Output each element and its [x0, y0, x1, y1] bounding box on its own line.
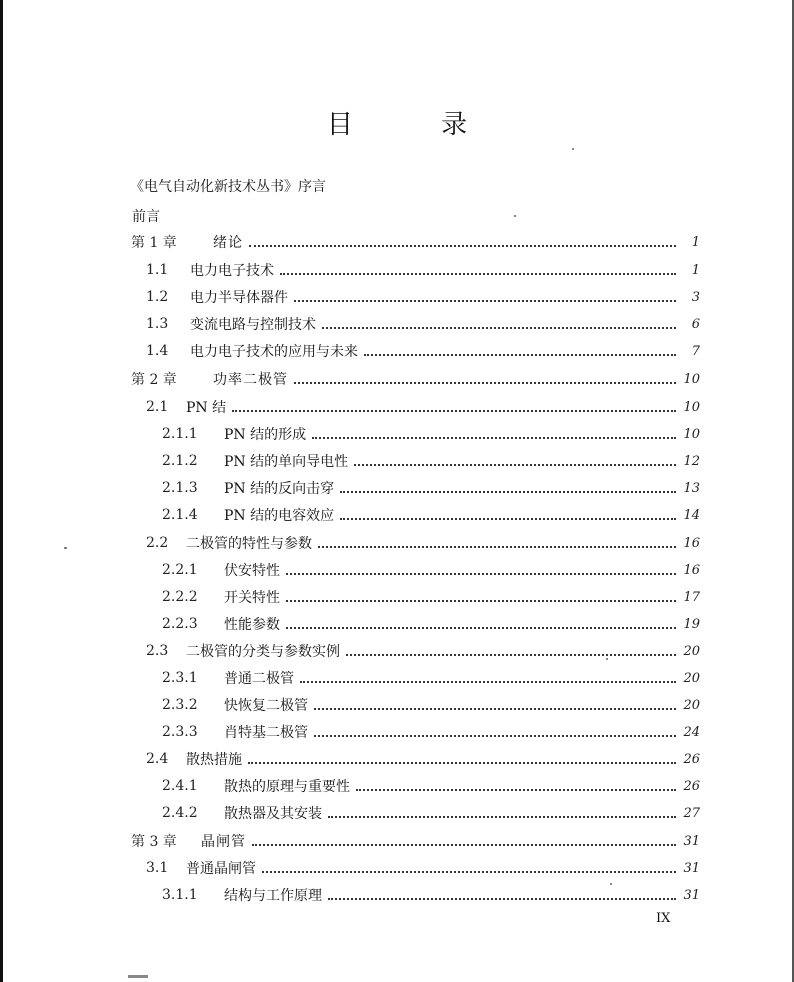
toc-entry-page: 12 — [683, 453, 700, 469]
toc-entry-number: 3.1.1 — [162, 887, 198, 903]
dot-leader — [294, 300, 676, 302]
dot-leader — [286, 573, 676, 575]
toc-entry-title: PN 结的电容效应 — [224, 508, 335, 524]
toc-entry — [162, 665, 700, 691]
toc-entry-number: 1.2 — [146, 289, 169, 305]
dot-leader — [354, 464, 676, 466]
toc-entry — [146, 338, 700, 364]
toc-entry-page: 3 — [691, 289, 700, 305]
dot-leader — [340, 518, 676, 520]
scan-speck — [514, 215, 516, 217]
toc-entry-title: 散热器及其安装 — [224, 806, 322, 822]
dot-leader — [312, 437, 676, 439]
toc-entry-page: 31 — [683, 833, 700, 849]
scan-mark — [128, 975, 148, 978]
toc-entry-title: 变流电路与控制技术 — [190, 317, 316, 333]
dot-leader — [328, 898, 676, 900]
scan-speck — [64, 547, 67, 549]
dot-leader — [356, 789, 676, 791]
toc-entry-title: PN 结 — [186, 400, 227, 416]
toc-entry-page: 31 — [683, 887, 700, 903]
toc-entry-page: 26 — [683, 778, 700, 794]
toc-entry-number: 2.2.1 — [162, 562, 198, 578]
toc-entry — [146, 746, 700, 772]
toc-entry-page: 1 — [691, 262, 700, 278]
toc-entry — [162, 719, 700, 745]
dot-leader — [314, 708, 676, 710]
dot-leader — [252, 844, 676, 846]
toc-entry — [146, 257, 700, 283]
toc-entry-number: 2.3.1 — [162, 670, 198, 686]
toc-entry-title: 电力半导体器件 — [190, 290, 288, 306]
toc-entry-title: 快恢复二极管 — [224, 698, 308, 714]
dot-leader — [262, 871, 676, 873]
toc-entry-number: 第 2 章 — [131, 372, 177, 388]
toc-entry-page: 20 — [683, 697, 700, 713]
toc-entry-title: 晶闸管 — [201, 834, 246, 850]
dot-leader — [286, 627, 676, 629]
toc-entry-title: 性能参数 — [224, 617, 280, 633]
toc-entry-page: 6 — [691, 316, 700, 332]
toc-entry — [146, 855, 700, 881]
toc-entry-title: 电力电子技术的应用与未来 — [190, 344, 358, 360]
toc-entry — [146, 638, 700, 664]
toc-entry-page: 16 — [683, 535, 700, 551]
dot-leader — [314, 735, 676, 737]
toc-entry-page: 16 — [683, 562, 700, 578]
toc-chapter-entry — [131, 828, 700, 854]
toc-entry-number: 1.4 — [146, 343, 169, 359]
toc-entry-title: 前言 — [132, 209, 160, 225]
toc-entry-title: 《电气自动化新技术丛书》序言 — [130, 179, 326, 195]
dot-leader — [340, 491, 676, 493]
toc-entry-page: 10 — [683, 426, 700, 442]
dot-leader — [249, 245, 676, 247]
toc-entry-page: 19 — [683, 616, 700, 632]
toc-entry-title: 结构与工作原理 — [224, 888, 322, 904]
toc-entry — [162, 448, 700, 474]
toc-entry-page: 24 — [683, 724, 700, 740]
toc-entry-page: 17 — [683, 589, 700, 605]
toc-entry-number: 2.4.2 — [162, 805, 198, 821]
dot-leader — [322, 327, 676, 329]
toc-entry-number: 2.1.3 — [162, 480, 198, 496]
toc-entry-page: 7 — [691, 343, 700, 359]
toc-entry-number: 1.3 — [146, 316, 169, 332]
toc-entry — [146, 284, 700, 310]
toc-entry-number: 1.1 — [146, 262, 169, 278]
dot-leader — [318, 546, 676, 548]
toc-entry — [162, 475, 700, 501]
toc-entry-page: 14 — [683, 507, 700, 523]
dot-leader — [294, 382, 676, 384]
toc-entry-number: 3.1 — [146, 860, 169, 876]
toc-entry — [146, 530, 700, 556]
toc-entry-number: 2.3 — [146, 643, 169, 659]
dot-leader — [346, 654, 676, 656]
toc-entry-page: 13 — [683, 480, 700, 496]
dot-leader — [280, 273, 676, 275]
toc-entry — [130, 173, 326, 199]
toc-entry-title: 功率二极管 — [213, 372, 288, 388]
toc-entry-number: 2.3.2 — [162, 697, 198, 713]
toc-entry — [162, 773, 700, 799]
dot-leader — [328, 816, 676, 818]
toc-entry-number: 2.2.3 — [162, 616, 198, 632]
toc-entry-title: 肖特基二极管 — [224, 725, 308, 741]
dot-leader — [300, 681, 676, 683]
toc-entry-number: 第 1 章 — [131, 235, 177, 251]
toc-entry-page: 1 — [691, 234, 700, 250]
toc-entry — [146, 394, 700, 420]
dot-leader — [248, 762, 676, 764]
toc-entry-page: 31 — [683, 860, 700, 876]
page-left-edge — [0, 0, 3, 982]
toc-entry-page: 20 — [683, 643, 700, 659]
toc-chapter-entry — [131, 229, 700, 255]
toc-entry-number: 2.1.4 — [162, 507, 198, 523]
toc-entry — [162, 692, 700, 718]
toc-entry-title: 开关特性 — [224, 590, 280, 606]
toc-title: 目 录 — [326, 110, 508, 140]
toc-entry-title: PN 结的反向击穿 — [224, 481, 335, 497]
toc-chapter-entry — [131, 366, 700, 392]
toc-entry-title: 伏安特性 — [224, 563, 280, 579]
toc-entry-number: 2.1 — [146, 399, 169, 415]
toc-entry-page: 10 — [683, 399, 700, 415]
toc-entry — [132, 203, 160, 229]
dot-leader — [286, 600, 676, 602]
toc-entry — [162, 584, 700, 610]
toc-entry-title: 绪论 — [213, 235, 243, 251]
toc-entry-number: 2.3.3 — [162, 724, 198, 740]
toc-entry — [162, 611, 700, 637]
dot-leader — [364, 354, 676, 356]
toc-entry-number: 2.1.1 — [162, 426, 198, 442]
toc-entry-title: 普通二极管 — [224, 671, 294, 687]
toc-entry-page: 20 — [683, 670, 700, 686]
toc-entry-page: 26 — [683, 751, 700, 767]
page-number: IX — [656, 911, 671, 926]
toc-entry-title: 二极管的分类与参数实例 — [186, 644, 340, 660]
dot-leader — [232, 410, 676, 412]
toc-entry-number: 2.1.2 — [162, 453, 198, 469]
toc-entry-title: 散热的原理与重要性 — [224, 779, 350, 795]
toc-entry-page: 27 — [683, 805, 700, 821]
toc-entry-title: PN 结的形成 — [224, 427, 307, 443]
toc-entry-page: 10 — [683, 371, 700, 387]
toc-entry-title: PN 结的单向导电性 — [224, 454, 349, 470]
scan-speck — [610, 883, 612, 885]
toc-entry — [162, 882, 700, 908]
toc-entry-title: 散热措施 — [186, 752, 242, 768]
toc-entry-number: 2.4 — [146, 751, 169, 767]
toc-entry-title: 普通晶闸管 — [186, 861, 256, 877]
toc-entry — [146, 311, 700, 337]
toc-entry-number: 2.4.1 — [162, 778, 198, 794]
toc-entry — [162, 557, 700, 583]
toc-entry — [162, 502, 700, 528]
scan-speck — [572, 148, 574, 150]
toc-entry-number: 第 3 章 — [131, 834, 177, 850]
toc-entry-title: 电力电子技术 — [190, 263, 274, 279]
scan-speck — [606, 658, 608, 660]
toc-entry-number: 2.2.2 — [162, 589, 198, 605]
toc-entry-title: 二极管的特性与参数 — [186, 536, 312, 552]
toc-entry-number: 2.2 — [146, 535, 169, 551]
toc-entry — [162, 421, 700, 447]
toc-entry — [162, 800, 700, 826]
